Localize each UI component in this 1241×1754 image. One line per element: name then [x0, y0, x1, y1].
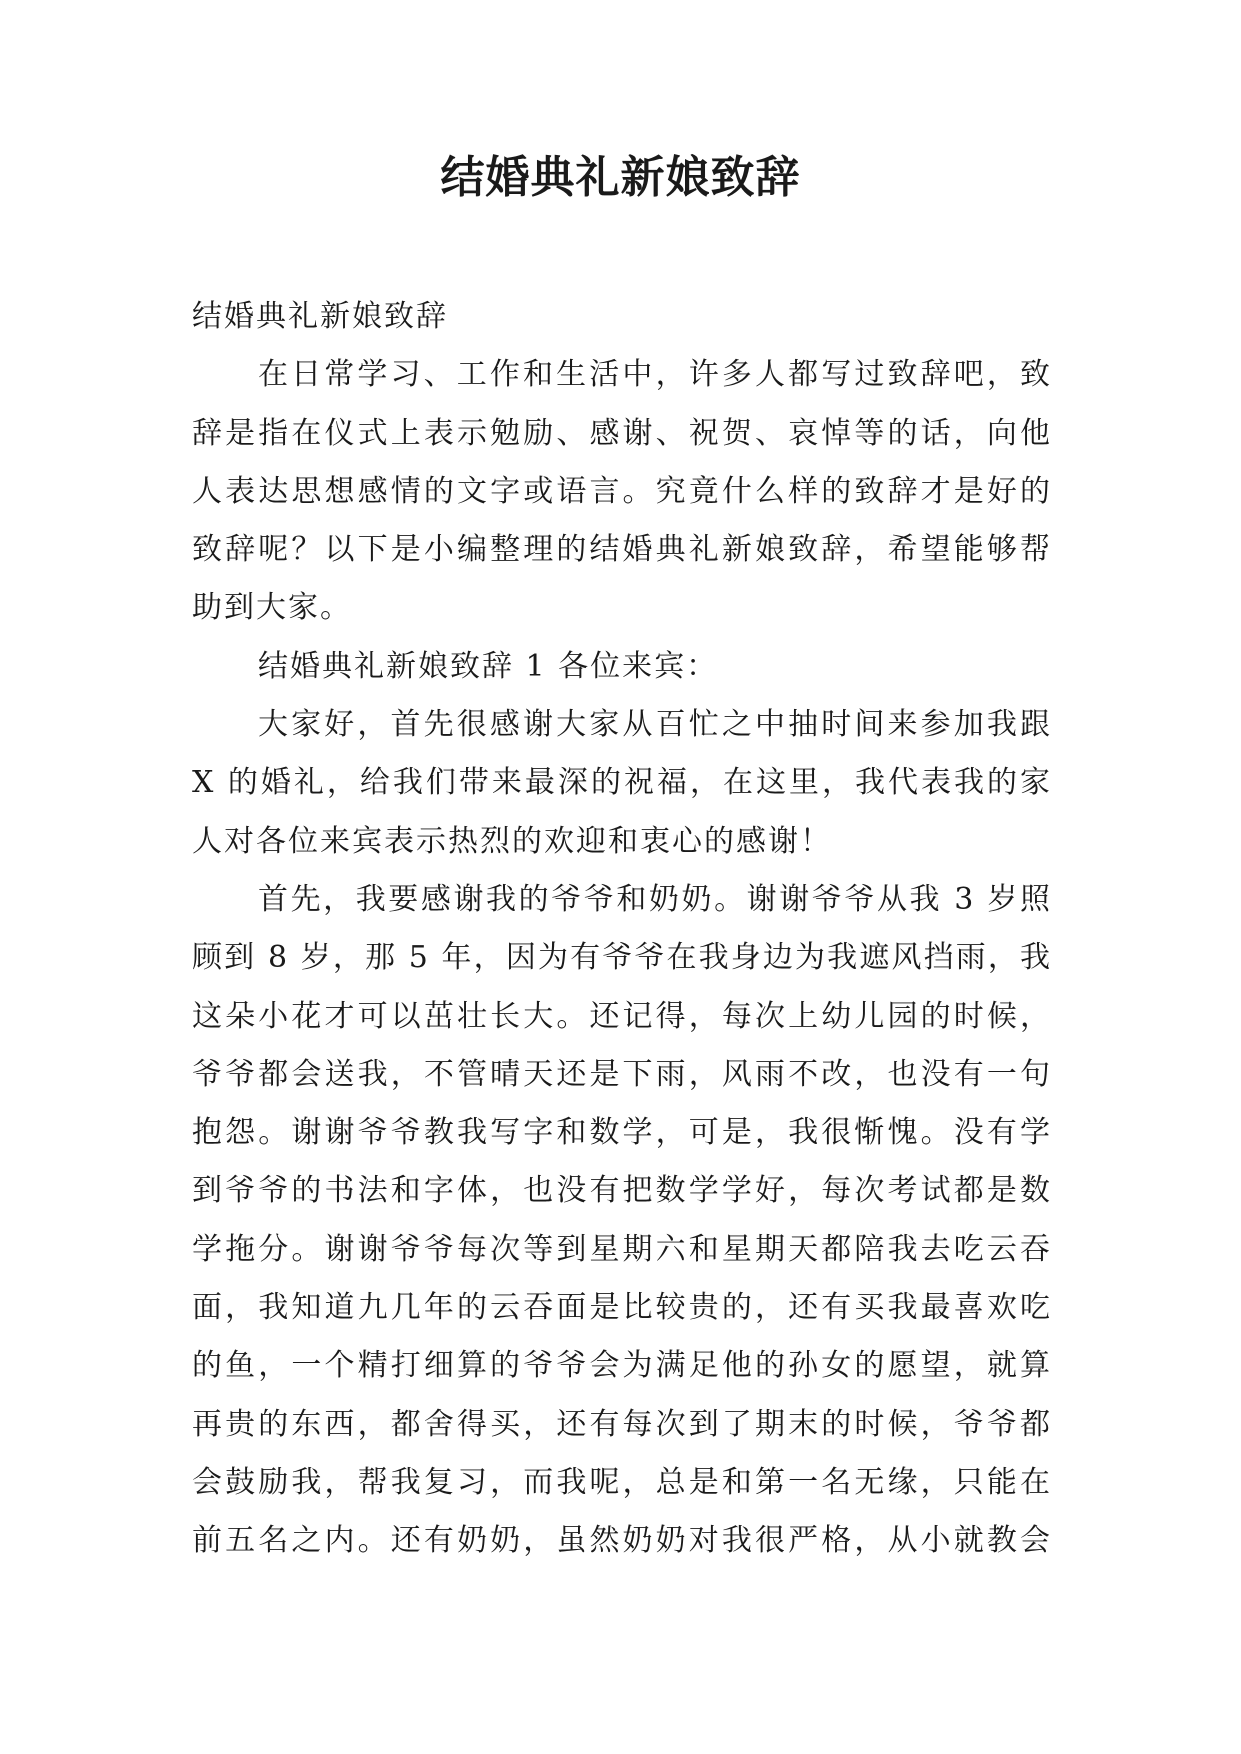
paragraph-line: X 的婚礼，给我们带来最深的祝福，在这里，我代表我的家	[192, 765, 1052, 801]
paragraph-line: 面，我知道九几年的云吞面是比较贵的，还有买我最喜欢吃	[192, 1290, 1052, 1326]
paragraph-line: 大家好，首先很感谢大家从百忙之中抽时间来参加我跟	[258, 707, 1052, 743]
section-heading-line: 结婚典礼新娘致辞 1 各位来宾：	[258, 648, 719, 684]
paragraph-line: 会鼓励我，帮我复习，而我呢，总是和第一名无缘，只能在	[192, 1464, 1052, 1500]
document-body	[192, 288, 1052, 1571]
paragraph-line: 人对各位来宾表示热烈的欢迎和衷心的感谢！	[192, 823, 832, 859]
paragraph-line: 前五名之内。还有奶奶，虽然奶奶对我很严格，从小就教会	[192, 1523, 1052, 1559]
paragraph-line: 爷爷都会送我，不管晴天还是下雨，风雨不改，也没有一句	[192, 1056, 1052, 1092]
paragraph-line: 助到大家。	[192, 590, 352, 626]
paragraph-line: 首先，我要感谢我的爷爷和奶奶。谢谢爷爷从我 3 岁照	[258, 881, 1052, 917]
document-title: 结婚典礼新娘致辞	[440, 152, 801, 203]
paragraph-line: 这朵小花才可以茁壮长大。还记得，每次上幼儿园的时候，	[192, 998, 1052, 1034]
paragraph-line: 顾到 8 岁，那 5 年，因为有爷爷在我身边为我遮风挡雨，我	[192, 940, 1052, 976]
paragraph-line: 人表达思想感情的文字或语言。究竟什么样的致辞才是好的	[192, 473, 1052, 509]
paragraph-line: 再贵的东西，都舍得买，还有每次到了期末的时候，爷爷都	[192, 1406, 1052, 1442]
paragraph-line: 的鱼，一个精打细算的爷爷会为满足他的孙女的愿望，就算	[192, 1348, 1052, 1384]
paragraph-line: 在日常学习、工作和生活中，许多人都写过致辞吧，致	[258, 357, 1052, 393]
paragraph-line: 到爷爷的书法和字体，也没有把数学学好，每次考试都是数	[192, 1173, 1052, 1209]
paragraph-line: 抱怨。谢谢爷爷教我写字和数学，可是，我很惭愧。没有学	[192, 1115, 1052, 1151]
paragraph-line: 学拖分。谢谢爷爷每次等到星期六和星期天都陪我去吃云吞	[192, 1231, 1052, 1267]
subtitle-line: 结婚典礼新娘致辞	[192, 299, 448, 334]
paragraph-line: 辞是指在仪式上表示勉励、感谢、祝贺、哀悼等的话，向他	[192, 415, 1052, 451]
paragraph-line: 致辞呢？以下是小编整理的结婚典礼新娘致辞，希望能够帮	[192, 532, 1052, 568]
